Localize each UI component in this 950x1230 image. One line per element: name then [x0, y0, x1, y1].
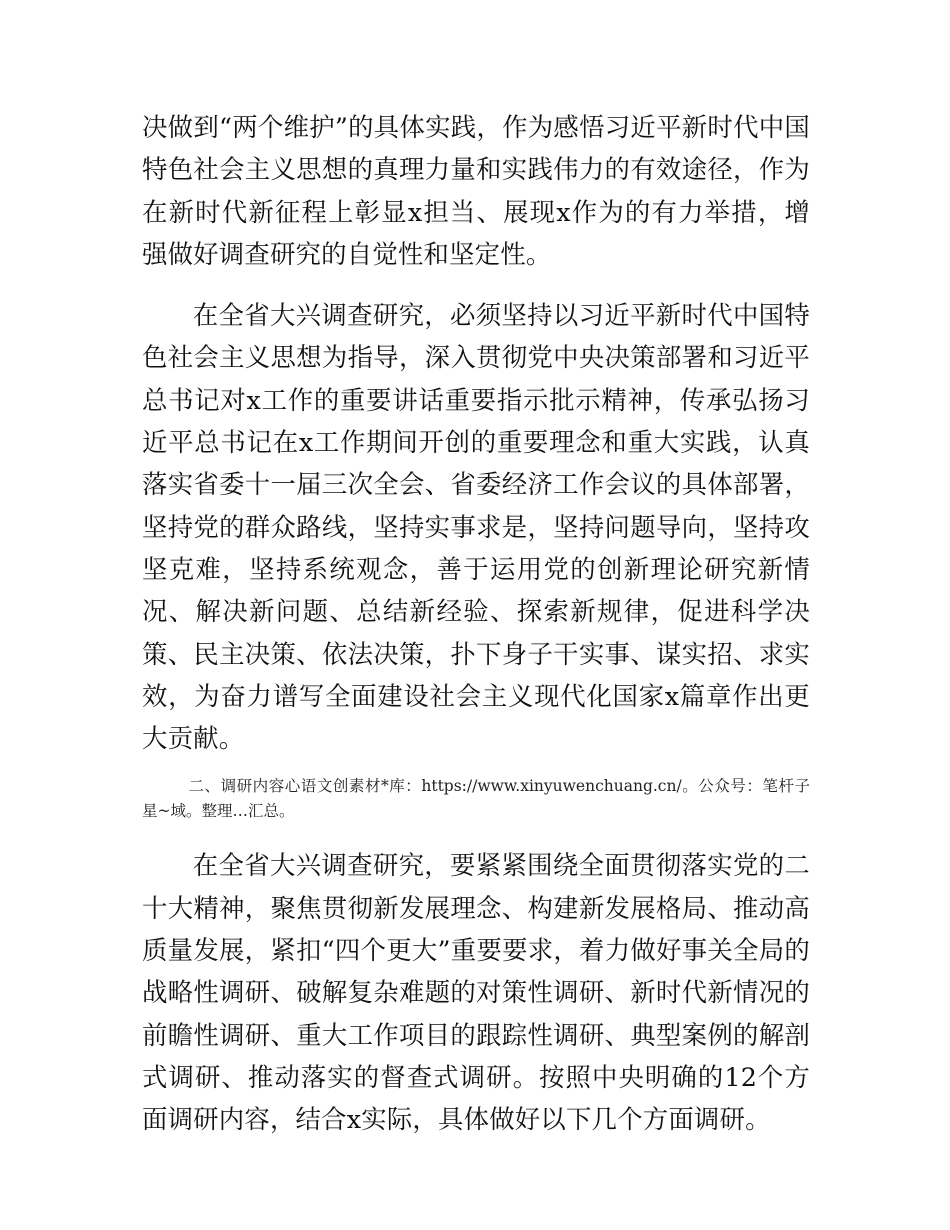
section-heading: 二、调研内容心语文创素材*库：https://www.xinyuwenchuang.cn/。公众号：笔杆子星~域。整理…汇总。 [142, 777, 810, 821]
body-paragraph-research-content: 在全省大兴调查研究，要紧紧围绕全面贯彻落实党的二十大精神，聚焦贯彻新发展理念、构建新发展格局、推动高质量发展，紧扣“四个更大”重要要求，着力做好事关全局的战略性调研、破解复杂难题的对策性调研、新时代新情况的前瞻性调研、重大工作项目的跟踪性调研、典型案例的解剖式调研、推动落实的督查式调研。按照中央明确的12个方面调研内容，结合x实际，具体做好以下几个方面调研。 [142, 850, 810, 1135]
body-paragraph-guidance: 在全省大兴调查研究，必须坚持以习近平新时代中国特色社会主义思想为指导，深入贯彻党中央决策部署和习近平总书记对x工作的重要讲话重要指示批示精神，传承弘扬习近平总书记在x工作期间开创的重要理念和重大实践，认真落实省委十一届三次全会、省委经济工作会议的具体部署，坚持党的群众路线，坚持实事求是，坚持问题导向，坚持攻坚克难，坚持系统观念，善于运用党的创新理论研究新情况、解决新问题、总结新经验、探索新规律，促进科学决策、民主决策、依法决策，扑下身子干实事、谋实招、求实效，为奋力谱写全面建设社会主义现代化国家x篇章作出更大贡献。 [142, 300, 810, 754]
document-body [142, 106, 810, 1141]
body-paragraph-continued: 决做到“两个维护”的具体实践，作为感悟习近平新时代中国特色社会主义思想的真理力量和实践伟力的有效途径，作为在新时代新征程上彰显x担当、展现x作为的有力举措，增强做好调查研究的自觉性和坚定性。 [142, 112, 810, 269]
